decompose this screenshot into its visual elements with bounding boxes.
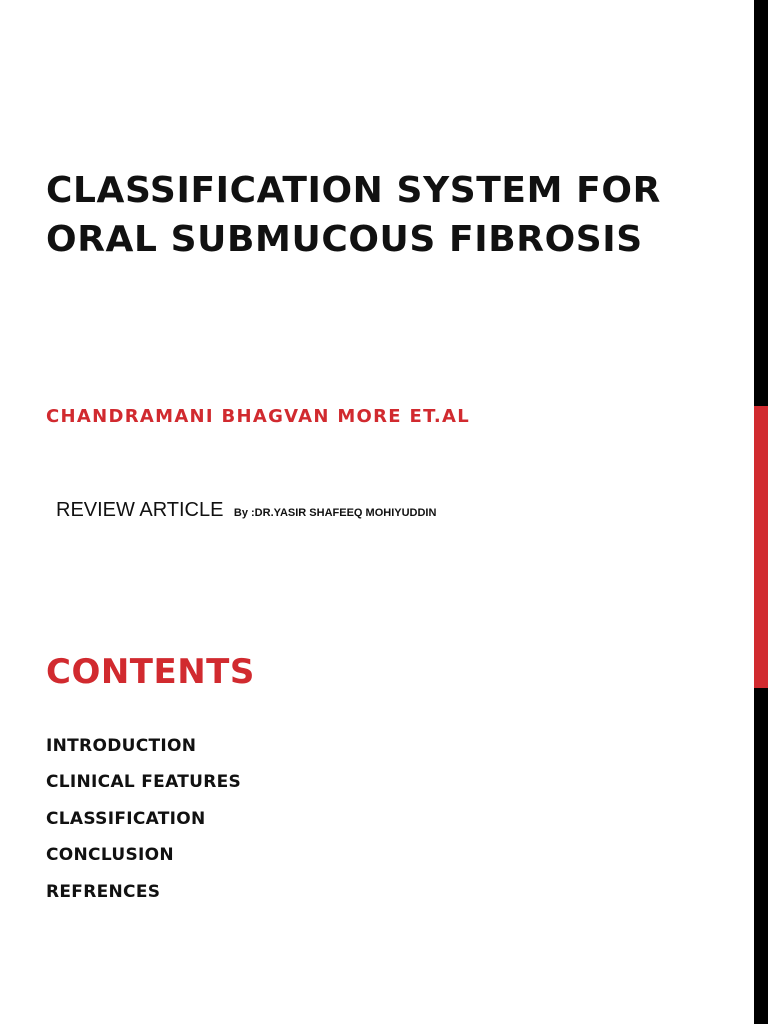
contents-item-clinical-features: CLINICAL FEATURES bbox=[46, 772, 242, 793]
contents-item-refrences: REFRENCES bbox=[46, 881, 161, 902]
author-line: CHANDRAMANI BHAGVAN MORE ET.AL bbox=[46, 406, 471, 427]
review-article-line bbox=[56, 499, 436, 522]
accent-bar-red-segment bbox=[754, 406, 768, 688]
accent-bar-bottom-segment bbox=[754, 688, 768, 1024]
contents-list bbox=[46, 728, 241, 910]
review-article-label: REVIEW ARTICLE bbox=[56, 499, 224, 521]
contents-item-classification: CLASSIFICATION bbox=[46, 808, 206, 829]
contents-heading: CONTENTS bbox=[46, 652, 255, 692]
side-accent-bar bbox=[754, 0, 768, 1024]
presenter-byline: By :DR.YASIR SHAFEEQ MOHIYUDDIN bbox=[233, 507, 437, 519]
accent-bar-top-segment bbox=[754, 0, 768, 406]
contents-item-conclusion: CONCLUSION bbox=[46, 845, 174, 866]
slide-title: CLASSIFICATION SYSTEM FOR ORAL SUBMUCOUS FIBROSIS bbox=[46, 170, 661, 260]
contents-item-introduction: INTRODUCTION bbox=[46, 736, 197, 756]
